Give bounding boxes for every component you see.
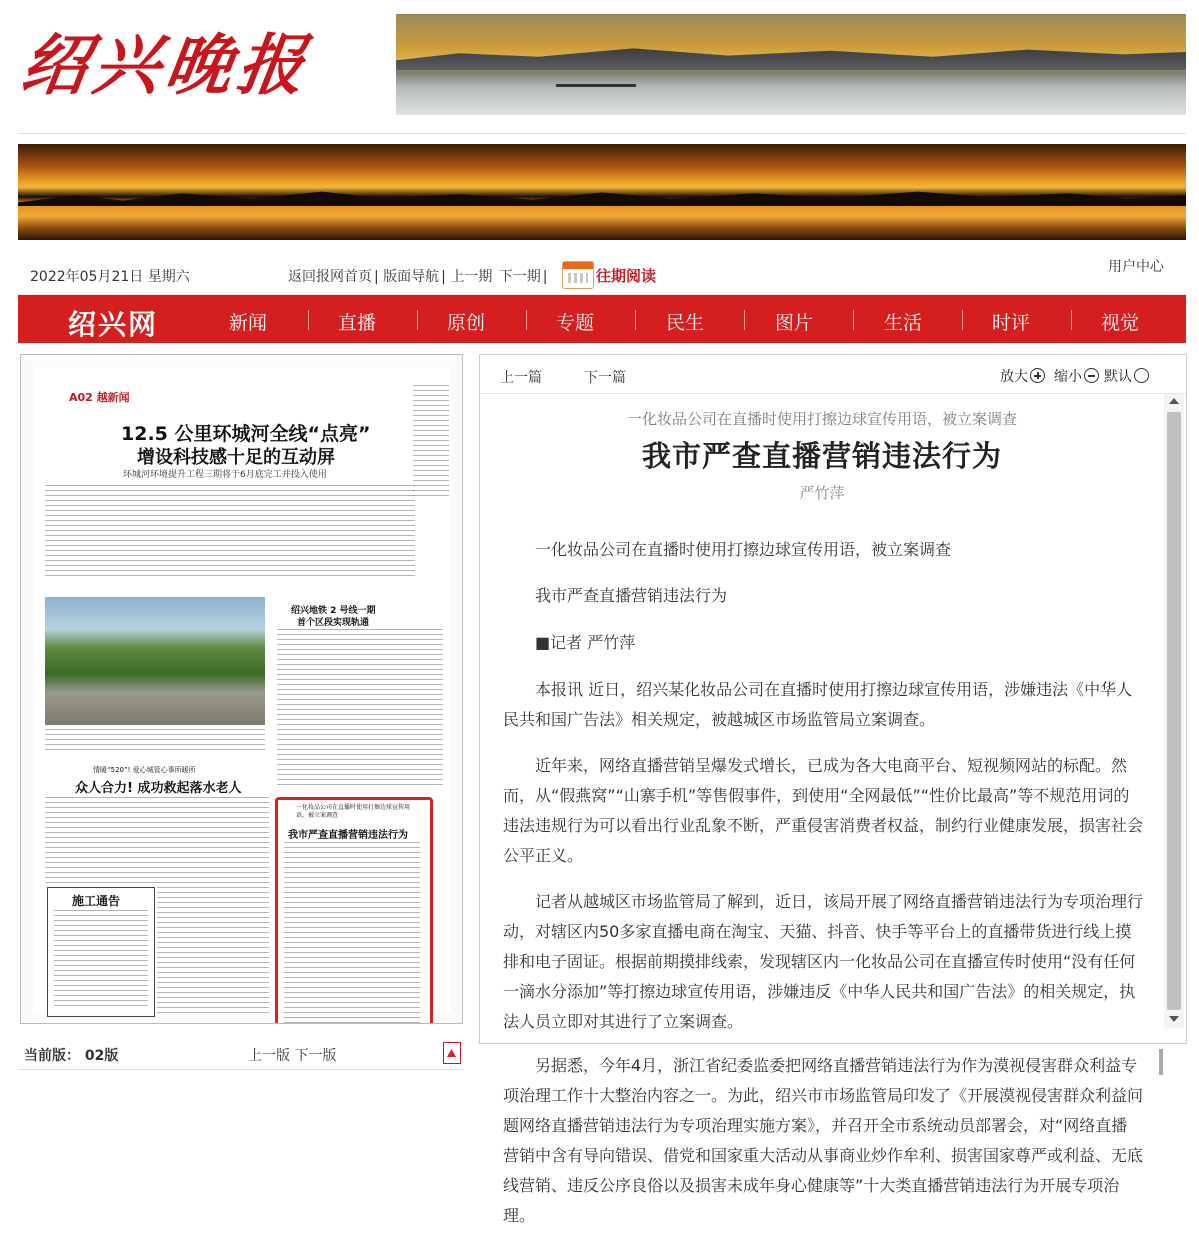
- zoom-default-icon: [1134, 368, 1149, 383]
- current-page-indicator: 当前版： 02版: [24, 1048, 119, 1064]
- article-paragraph: ■记者 严竹萍: [535, 633, 636, 652]
- issue-date: 2022年05月21日 星期六: [30, 269, 190, 285]
- scrollbar-thumb[interactable]: [1167, 412, 1181, 1010]
- article-paragraph: 本报讯 近日，绍兴某化妆品公司在直播时使用打擦边球宣传用语，涉嫌违法《中华人民共和国广告法》相关规定，被越城区市场监管局立案调查。: [503, 680, 1133, 729]
- nav-item-original[interactable]: 原创: [447, 312, 486, 334]
- article-paragraph: 记者从越城区市场监管局了解到，近日，该局开展了网络直播营销违法行为专项治理行动，对辖区内50多家直播电商在淘宝、天猫、抖音、快手等平台上的直播带货进行线上摸排和电子固证。根据前期摸排线索，发现辖区内一化妆品公司在直播宣传时使用“没有任何一滴水分添加”等打擦边球宣传用语，涉嫌违反《中华人民共和国广告法》的相关规定，执法人员立即对其进行了立案调查。: [503, 892, 1144, 1031]
- top-links: 返回报网首页 | 版面导航 | 上一期 下一期 |: [288, 269, 548, 285]
- home-link[interactable]: 返回报网首页: [288, 269, 372, 285]
- thumb-notice-title: 施工通告: [72, 894, 121, 908]
- thumb-boxed-title: 我市严查直播营销违法行为: [288, 830, 408, 841]
- article-pretitle: 一化妆品公司在直播时使用打擦边球宣传用语，被立案调查: [626, 410, 1017, 428]
- calendar-icon[interactable]: [562, 261, 594, 289]
- article-paragraph: 近年来，网络直播营销呈爆发式增长，已成为各大电商平台、短视频网站的标配。然而，从“假燕窝”“山寨手机”等售假事件，到使用“全网最低”“性价比最高”等不规范用词的违法违规行为可以看出行业乱象不断，严重侵害消费者权益，制约行业健康发展，损害社会公平正义。: [503, 756, 1144, 865]
- nav-item-commentary[interactable]: 时评: [992, 312, 1031, 334]
- thumb-rescue-title[interactable]: 众人合力! 成功救起落水老人: [75, 781, 242, 796]
- logo-text: 绍兴晚报: [16, 26, 316, 104]
- highlighted-article-box[interactable]: [275, 797, 433, 1024]
- zoom-default-button[interactable]: 默认: [1104, 366, 1149, 386]
- page-links: [248, 1045, 336, 1065]
- pdf-download-icon[interactable]: [443, 1042, 461, 1064]
- thumb-river-photo[interactable]: [45, 597, 265, 725]
- next-issue-link[interactable]: 下一期: [498, 269, 541, 285]
- next-page-link[interactable]: 下一版: [294, 1048, 337, 1064]
- header-divider: [18, 133, 1186, 134]
- nav-item-visual[interactable]: 视觉: [1101, 312, 1140, 334]
- thumb-headline-1[interactable]: 12.5 公里环城河全线“点亮”: [121, 423, 371, 445]
- thumb-boxed-kicker: 一化妆品公司在直播时使用打擦边球宣传用语，被立案调查: [296, 804, 411, 819]
- article-paragraph: 我市严查直播营销违法行为: [535, 586, 728, 605]
- newspaper-logo[interactable]: [16, 20, 372, 110]
- zoom-out-icon: [1084, 368, 1099, 383]
- header-banner-lake: [396, 14, 1186, 115]
- left-footer-divider: [18, 1069, 463, 1070]
- header-banner-sunset: [18, 144, 1186, 240]
- top-info-bar: [18, 254, 1186, 295]
- article-paragraph: 一化妆品公司在直播时使用打擦边球宣传用语，被立案调查: [535, 540, 952, 559]
- scroll-down-icon[interactable]: [1169, 1016, 1179, 1022]
- layout-nav-link[interactable]: 版面导航: [383, 269, 440, 285]
- zoom-in-icon: [1030, 368, 1045, 383]
- nav-item-life[interactable]: 生活: [884, 312, 923, 334]
- article-title: 我市严查直播营销违法行为: [641, 439, 1002, 473]
- user-center-link[interactable]: 用户中心: [1108, 259, 1164, 275]
- past-issues-link[interactable]: 往期阅读: [596, 267, 657, 285]
- nav-item-livelihood[interactable]: 民生: [666, 312, 705, 334]
- zoom-out-button[interactable]: 缩小: [1054, 366, 1099, 386]
- next-article-link[interactable]: 下一篇: [584, 370, 626, 386]
- thumb-metro-title-1[interactable]: 绍兴地铁 2 号线一期: [291, 606, 376, 616]
- site-brand[interactable]: 绍兴网: [68, 308, 159, 341]
- prev-page-link[interactable]: 上一版: [248, 1048, 290, 1064]
- thumb-headline-2[interactable]: 增设科技感十足的互动屏: [137, 447, 335, 468]
- article-toolbar: [480, 355, 1186, 394]
- page-header: A02 越新闻: [69, 391, 130, 404]
- thumb-notice-box[interactable]: [47, 887, 155, 1017]
- scroll-up-icon[interactable]: [1169, 398, 1179, 404]
- nav-item-live[interactable]: 直播: [338, 312, 377, 334]
- zoom-in-button[interactable]: 放大: [1000, 366, 1045, 386]
- thumb-subheadline: 环城河环境提升工程三期将于6月底完工并投入使用: [123, 470, 327, 480]
- nav-item-news[interactable]: 新闻: [229, 312, 268, 334]
- current-page-value: 02版: [84, 1048, 119, 1064]
- article-scrollbar[interactable]: [1164, 394, 1184, 1028]
- outer-scrollbar-thumb[interactable]: [1159, 1049, 1163, 1075]
- prev-article-link[interactable]: 上一篇: [500, 370, 542, 386]
- nav-item-photos[interactable]: 图片: [775, 312, 814, 334]
- nav-item-topics[interactable]: 专题: [556, 312, 595, 334]
- main-nav: [18, 295, 1186, 343]
- thumb-rescue-kicker: 情暖“520”! 爱心城管心事所暖所: [93, 766, 196, 774]
- newspaper-page-thumbnail[interactable]: [20, 354, 463, 1024]
- article-paragraph: 另据悉，今年4月，浙江省纪委监委把网络直播营销违法行为作为漠视侵害群众利益专项治理工作十大整治内容之一。为此，绍兴市市场监管局印发了《开展漠视侵害群众利益问题网络直播营销违法行为专项治理实施方案》，并召开全市系统动员部署会，对“网络直播营销中含有导向错误、借党和国家重大活动从事商业炒作牟利、损害国家尊严或利益、无底线营销、违反公序良俗以及损害未成年身心健康等”十大类直播营销违法行为开展专项治理。: [503, 1056, 1144, 1225]
- prev-issue-link[interactable]: 上一期: [450, 269, 493, 285]
- thumb-metro-title-2[interactable]: 首个区段实现轨通: [297, 618, 370, 628]
- article-author: 严竹萍: [799, 484, 845, 502]
